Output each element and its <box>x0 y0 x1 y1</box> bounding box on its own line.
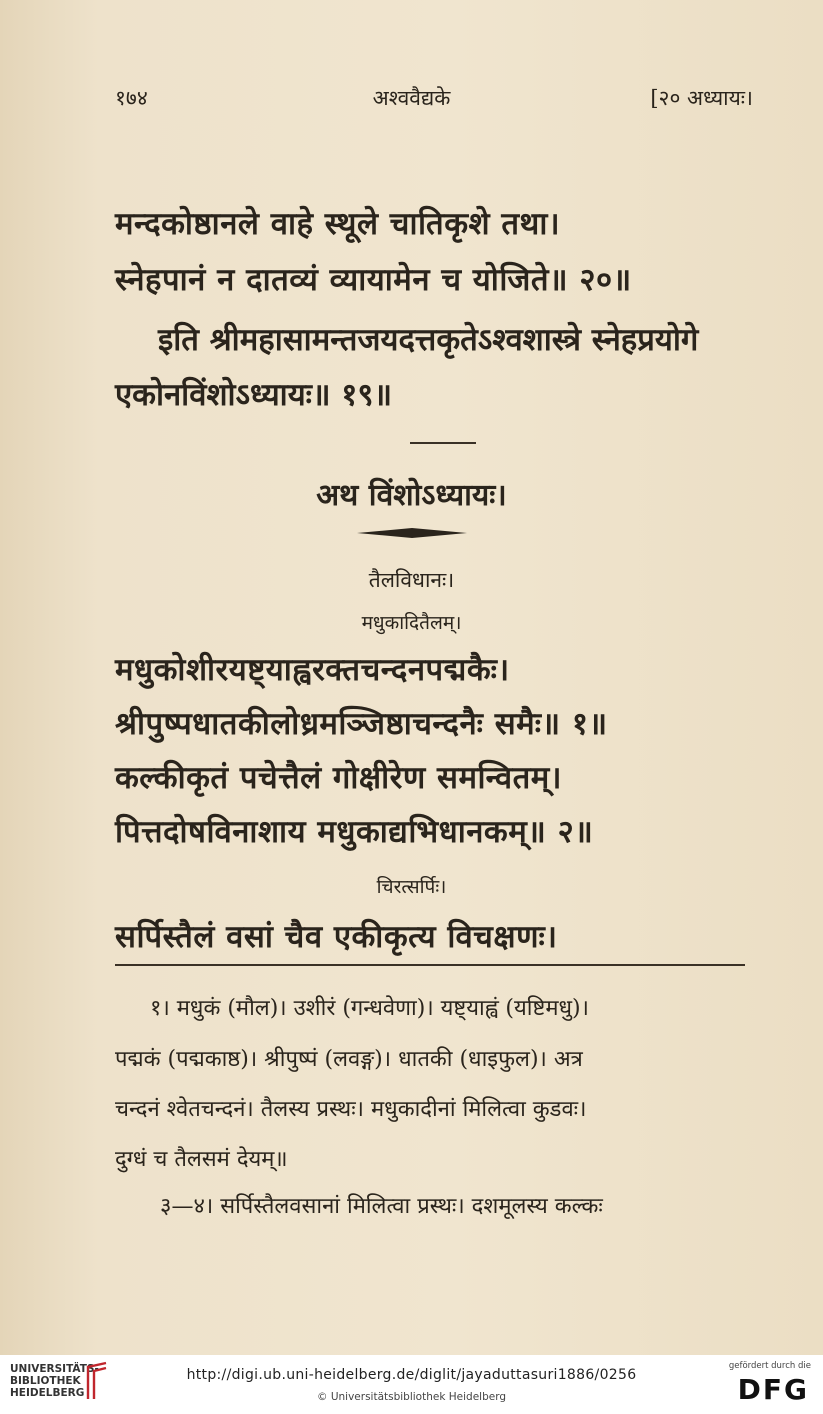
verse-line: श्रीपुष्पधातकीलोध्रमञ्जिष्ठाचन्दनैः समैः॥ १॥ <box>115 706 608 742</box>
dfg-logo: DFG <box>737 1373 809 1406</box>
verse-line: सर्पिस्तैलं वसां चैव एकीकृत्य विचक्षणः। <box>115 919 558 955</box>
copyright-notice: © Universitätsbibliothek Heidelberg <box>316 1391 506 1403</box>
sub-heading: मधुकादितैलम्। <box>361 612 462 634</box>
section-heading: तैलविधानः। <box>368 568 455 592</box>
verse-line: मन्दकोष्ठानले वाहे स्थूले चातिकृशे तथा। <box>115 206 561 242</box>
short-rule <box>410 442 476 444</box>
footnote-line: पद्मकं (पद्मकाष्ठ)। श्रीपुष्पं (लवङ्ग)। धातकी (धाइफुल)। अत्र <box>115 1047 583 1072</box>
colophon-line: एकोनविंशोऽध्यायः॥ १९॥ <box>115 377 393 413</box>
library-name-line: BIBLIOTHEK <box>10 1375 81 1387</box>
verse-line: पित्तदोषविनाशाय मधुकाद्यभिधानकम्॥ २॥ <box>115 814 594 850</box>
chapter-heading: अथ विंशोऽध्यायः। <box>316 478 507 513</box>
verse-line: कल्कीकृतं पचेत्तैलं गोक्षीरेण समन्वितम्। <box>115 760 563 796</box>
source-url-link[interactable]: http://digi.ub.uni-heidelberg.de/diglit/jayaduttasuri1886/0256 <box>186 1367 637 1383</box>
footnote-line: १। मधुकं (मौल)। उशीरं (गन्धवेणा)। यष्ट्याह्वं (यष्टिमधु)। <box>150 996 589 1021</box>
verse-line: स्नेहपानं न दातव्यं व्यायामेन च योजिते॥ २०॥ <box>115 262 632 298</box>
colophon-line: इति श्रीमहासामन्तजयदत्तकृतेऽश्वशास्त्रे स्नेहप्रयोगे <box>158 322 699 358</box>
ornamental-divider <box>0 524 823 543</box>
footnote-line: ३—४। सर्पिस्तैलवसानां मिलित्वा प्रस्थः। दशमूलस्य कल्कः <box>160 1194 603 1219</box>
funder-note: gefördert durch die <box>728 1361 811 1371</box>
sub-heading: चिरत्सर्पिः। <box>376 876 447 898</box>
footnote-rule <box>115 964 745 966</box>
chapter-reference: [२० अध्यायः। <box>650 86 753 110</box>
footnote-line: दुग्धं च तैलसमं देयम्॥ <box>115 1147 288 1172</box>
footnote-line: चन्दनं श्वेतचन्दनं। तैलस्य प्रस्थः। मधुकादीनां मिलित्वा कुडवः। <box>115 1097 587 1122</box>
verse-line: मधुकोशीरयष्ट्याह्वरक्तचन्दनपद्मकैः। <box>115 652 510 688</box>
viewer-footer-bar <box>0 1355 823 1414</box>
running-title: अश्ववैद्यके <box>372 86 451 110</box>
page-number: १७४ <box>115 86 148 110</box>
library-name-line: UNIVERSITÄTS- <box>10 1363 99 1375</box>
library-name-line: HEIDELBERG <box>10 1387 85 1399</box>
